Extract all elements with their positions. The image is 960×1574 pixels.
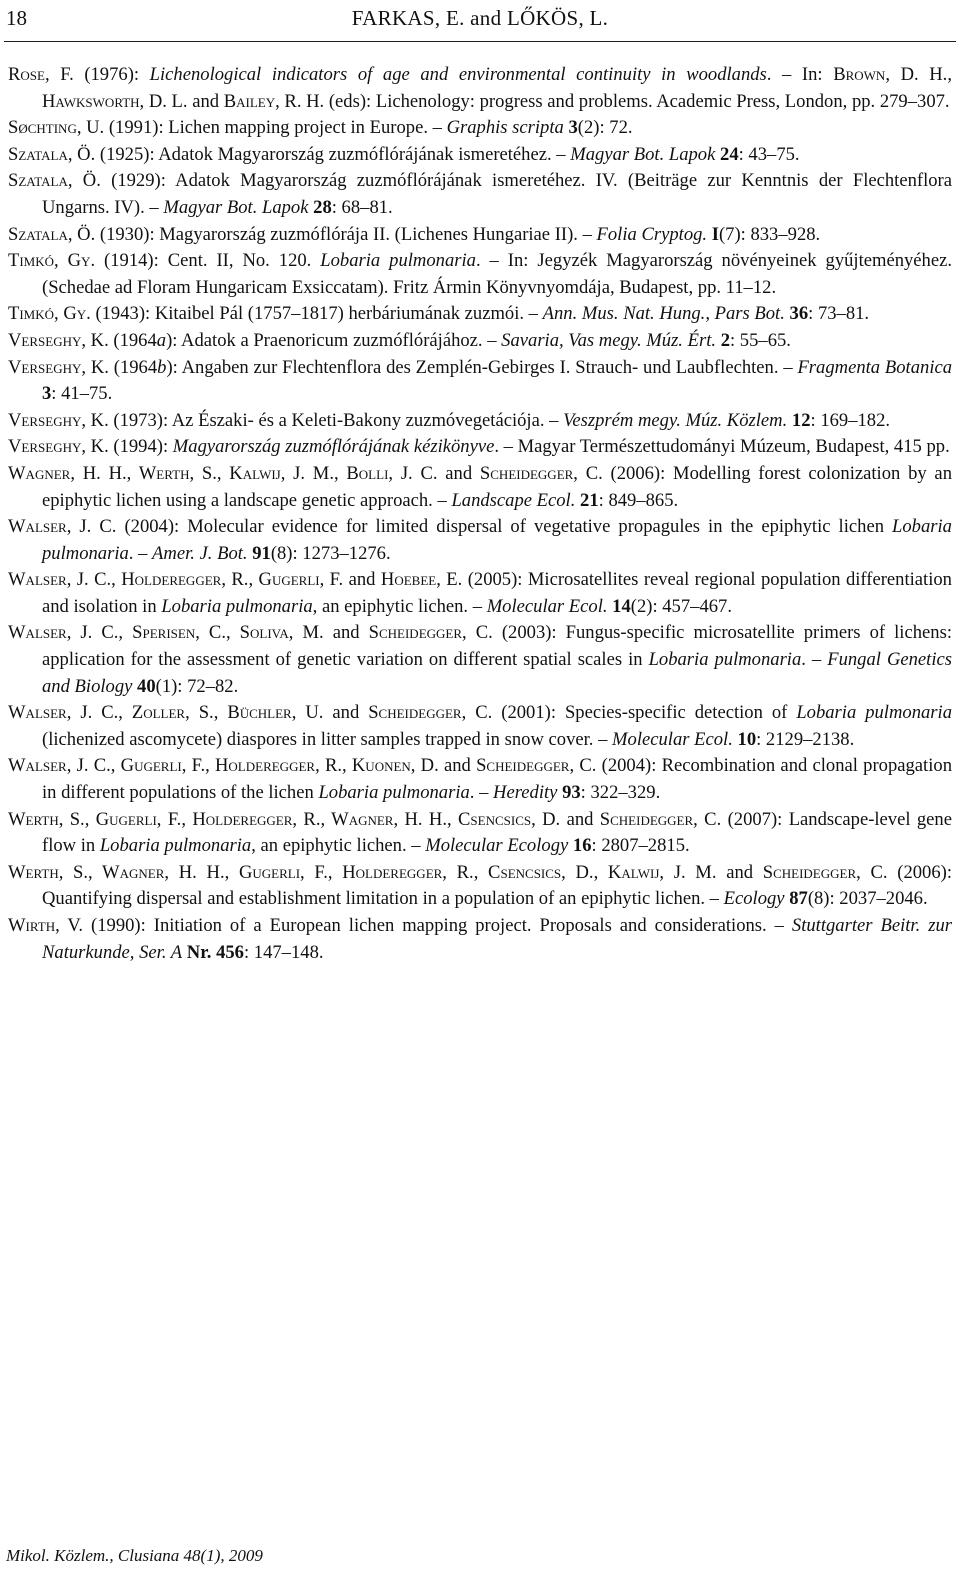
reference-authors: Werth, S., Gugerli, F., Holderegger, R., Wagner, H. H., Csencsics, D. <box>8 808 561 830</box>
reference-authors: Wirth, V. <box>8 915 84 936</box>
reference-authors: Hoebee, E. <box>380 569 463 591</box>
reference-text: : 2129–2138. <box>756 728 855 750</box>
reference-italic-text: Savaria, Vas megy. Múz. Ért. <box>501 329 717 351</box>
reference-italic-text: Lobaria pulmonaria <box>161 595 313 617</box>
reference-authors: Wagner, H. H., Werth, S., Kalwij, J. M., Bolli, J. C. <box>8 462 438 484</box>
reference-text: : 43–75. <box>738 143 800 165</box>
reference-text: (1929): Adatok Magyarország zuzmóflórájának ismeretéhez. IV. (Beiträge zur Kenntnis der Flechtenflora Ungarns. IV). – <box>42 170 952 218</box>
reference-text: (2004): Molecular evidence for limited dispersal of vegetative propagules in the epiphytic lichen <box>116 516 893 538</box>
running-title: FARKAS, E. and LŐKÖS, L. <box>351 6 609 30</box>
reference-authors: Walser, J. C., Sperisen, C., Soliva, M. <box>8 622 324 644</box>
reference-authors: Timkó, Gy. <box>8 250 96 272</box>
reference-authors: Scheidegger, C. <box>599 808 722 830</box>
reference-text: . – <box>469 782 494 804</box>
reference-italic-text: Lobaria pulmonaria <box>648 649 802 671</box>
reference-list <box>8 62 952 966</box>
reference-text: : 55–65. <box>729 329 791 351</box>
reference-text: (1914): Cent. II, No. 120. <box>95 250 321 272</box>
reference-entry <box>8 142 952 169</box>
reference-italic-text: Magyar Bot. Lapok <box>570 143 716 165</box>
reference-volume: 16 <box>572 835 592 857</box>
reference-authors: Brown, D. H., Hawksworth, D. L. <box>42 64 952 112</box>
reference-text: . – Magyar Természettudományi Múzeum, Budapest, 415 pp. <box>494 436 950 458</box>
reference-entry <box>8 753 952 806</box>
reference-authors: Walser, J. C., Holderegger, R., Gugerli, F. <box>8 569 344 591</box>
reference-text: (2003): Fungus-specific microsatellite primers of lichens: application for the assessment of genetic variation on different spatial scales in <box>42 622 952 671</box>
reference-text: : 322–329. <box>580 782 661 804</box>
reference-authors: Scheidegger, C. <box>479 462 603 484</box>
reference-volume: 28 <box>313 196 332 218</box>
reference-entry <box>8 514 952 567</box>
reference-text: , an epiphytic lichen. – <box>312 595 487 617</box>
reference-volume: 93 <box>562 782 581 804</box>
reference-italic-text: Molecular Ecol. <box>612 728 733 750</box>
reference-authors: Walser, J. C. <box>8 516 117 538</box>
reference-authors: Bailey, R. H. <box>223 90 325 112</box>
reference-authors: Szatala, Ö. <box>8 170 101 192</box>
reference-text: (1943): Kitaibel Pál (1757–1817) herbáriumának zuzmói. – <box>90 303 543 325</box>
reference-italic-text: Fragmenta Botanica <box>797 356 953 378</box>
reference-text: (1990): Initiation of a European lichen mapping project. Proposals and considerations. – <box>83 915 792 936</box>
reference-italic-text: Ecology <box>723 888 785 910</box>
page-number: 18 <box>6 6 27 30</box>
reference-authors: Scheidegger, C. <box>762 861 888 883</box>
reference-authors: Søchting, U. <box>8 117 105 139</box>
reference-text: (2007): Landscape-level gene flow in <box>42 808 952 857</box>
reference-text: . – In: <box>766 64 834 85</box>
reference-text: (2006): Quantifying dispersal and establishment limitation in a population of an epiphytic lichen. – <box>42 861 952 910</box>
reference-text: . – In: Jegyzék Magyarország növényeinek gyűjteményéhez. (Schedae ad Floram Hungaricam Exsiccatam). Fritz Ármin Könyvnyomdája, Budapest, pp. 11–12. <box>42 250 953 298</box>
reference-italic-text: Landscape Ecol. <box>451 489 576 511</box>
reference-italic-text: Molecular Ecology <box>425 835 569 857</box>
reference-text: (2001): Species-specific detection of <box>492 702 797 724</box>
reference-volume: Nr. 456 <box>186 941 244 963</box>
reference-text: and <box>716 861 763 883</box>
reference-entry <box>8 567 952 620</box>
reference-italic-text: Graphis scripta <box>446 117 564 139</box>
reference-text: (7): 833–928. <box>718 223 821 245</box>
reference-text: (1925): Adatok Magyarország zuzmóflórájának ismeretéhez. – <box>95 143 571 165</box>
reference-italic-text: Stuttgarter Beitr. zur Naturkunde, Ser. A <box>42 915 952 963</box>
reference-italic-text: Lobaria pulmonaria <box>318 782 470 804</box>
reference-italic-text: Lichenological indicators of age and environmental continuity in woodlands <box>149 64 767 85</box>
reference-volume: 2 <box>720 329 730 351</box>
reference-authors: Verseghy, K. <box>8 356 109 378</box>
page-header <box>0 0 960 44</box>
reference-text: : 68–81. <box>331 196 393 218</box>
reference-italic-text: Magyarország zuzmóflórájának kézikönyve <box>172 436 495 458</box>
reference-text: (2006): Modelling forest colonization by an epiphytic lichen using a landscape genetic approach. – <box>42 462 952 511</box>
reference-text: : 41–75. <box>51 383 113 405</box>
reference-entry <box>8 328 952 355</box>
reference-entry <box>8 408 952 435</box>
reference-text: (1930): Magyarország zuzmóflórája II. (Lichenes Hungariae II). – <box>95 223 597 245</box>
reference-entry <box>8 115 952 142</box>
reference-entry <box>8 62 952 115</box>
reference-authors: Verseghy, K. <box>8 409 109 431</box>
reference-authors: Scheidegger, C. <box>368 622 493 644</box>
reference-volume: 3 <box>42 383 52 405</box>
reference-entry <box>8 860 952 913</box>
reference-italic-text: Lobaria pulmonaria <box>42 516 952 564</box>
reference-text: (1994): <box>108 436 173 458</box>
reference-volume: I <box>711 223 719 245</box>
reference-italic-text: Lobaria pulmonaria <box>320 250 476 272</box>
reference-authors: Verseghy, K. <box>8 329 109 351</box>
reference-text: , an epiphytic lichen. – <box>251 835 426 857</box>
reference-authors: Walser, J. C., Zoller, S., Büchler, U. <box>8 702 324 724</box>
reference-text: (1): 72–82. <box>155 675 239 697</box>
reference-text: (lichenized ascomycete) diaspores in litter samples trapped in snow cover. – <box>42 728 613 750</box>
reference-volume: 3 <box>568 117 578 139</box>
reference-text: and <box>323 622 369 644</box>
reference-italic-text: Fungal Genetics and Biology <box>42 649 952 697</box>
reference-italic-text: a <box>156 329 167 351</box>
reference-text: (1991): Lichen mapping project in Europe. – <box>104 117 447 139</box>
reference-text: : 147–148. <box>243 941 324 963</box>
reference-italic-text: Veszprém megy. Múz. Közlem. <box>563 409 788 431</box>
reference-authors: Walser, J. C., Gugerli, F., Holderegger, R., Kuonen, D. <box>8 755 439 777</box>
reference-text: ): Adatok a Praenoricum zuzmóflórájához. – <box>166 329 502 351</box>
reference-italic-text: Lobaria pulmonaria <box>796 702 952 724</box>
reference-italic-text: Folia Cryptog. <box>596 223 708 245</box>
reference-italic-text: b <box>157 356 167 378</box>
reference-text: (2004): Recombination and clonal propagation in different populations of the lichen <box>42 755 952 804</box>
reference-authors: Szatala, Ö. <box>8 223 96 245</box>
reference-text: (8): 1273–1276. <box>270 542 391 564</box>
reference-italic-text: Amer. J. Bot. <box>152 542 248 564</box>
reference-authors: Szatala, Ö. <box>8 143 96 165</box>
reference-text: (2005): Microsatellites reveal regional population differentiation and isolation in <box>42 569 952 617</box>
reference-volume: 12 <box>791 409 811 431</box>
reference-authors: Scheidegger, C. <box>476 755 597 777</box>
reference-text: (1964 <box>108 356 158 378</box>
reference-text: . – <box>128 542 153 564</box>
reference-italic-text: Molecular Ecol. <box>486 595 608 617</box>
reference-volume: 87 <box>789 888 808 910</box>
reference-authors: Werth, S., Wagner, H. H., Gugerli, F., Holderegger, R., Csencsics, D., Kalwij, J. M. <box>8 861 717 883</box>
reference-volume: 10 <box>737 728 757 750</box>
reference-text: and <box>323 702 369 724</box>
reference-text: : 73–81. <box>808 303 870 325</box>
reference-text: and <box>560 808 600 830</box>
reference-authors: Timkó, Gy. <box>8 303 91 325</box>
reference-entry <box>8 913 952 966</box>
reference-volume: 21 <box>580 489 599 511</box>
reference-entry <box>8 807 952 860</box>
reference-italic-text: Lobaria pulmonaria <box>99 835 252 857</box>
reference-entry <box>8 434 952 461</box>
reference-text: (8): 2037–2046. <box>807 888 928 910</box>
reference-entry <box>8 168 952 221</box>
reference-text: and <box>187 90 224 112</box>
reference-text: (eds): Lichenology: progress and problems. Academic Press, London, pp. 279–307. <box>324 90 950 112</box>
reference-volume: 91 <box>252 542 271 564</box>
reference-text: : 169–182. <box>810 409 891 431</box>
reference-italic-text: Heredity <box>493 782 558 804</box>
reference-text: and <box>438 755 477 777</box>
reference-text: (1976): <box>73 64 150 85</box>
reference-volume: 14 <box>612 595 631 617</box>
reference-volume: 36 <box>789 303 809 325</box>
reference-authors: Scheidegger, C. <box>368 702 493 724</box>
reference-text: and <box>437 462 480 484</box>
reference-entry <box>8 461 952 514</box>
reference-entry <box>8 355 952 408</box>
reference-authors: Verseghy, K. <box>8 436 109 458</box>
reference-text: (1973): Az Északi- és a Keleti-Bakony zuzmóvegetációja. – <box>108 409 564 431</box>
reference-italic-text: Magyar Bot. Lapok <box>163 196 309 218</box>
reference-entry <box>8 301 952 328</box>
journal-citation-footer: Mikol. Közlem., Clusiana 48(1), 2009 <box>6 1546 263 1565</box>
reference-entry <box>8 248 952 301</box>
reference-entry <box>8 700 952 753</box>
reference-volume: 40 <box>137 675 156 697</box>
reference-text: (2): 72. <box>577 117 633 139</box>
reference-text: (1964 <box>108 329 157 351</box>
reference-entry <box>8 222 952 249</box>
reference-entry <box>8 620 952 700</box>
reference-authors: Rose, F. <box>8 64 74 85</box>
reference-text: : 849–865. <box>598 489 679 511</box>
reference-text: . – <box>801 649 828 671</box>
header-rule <box>4 41 956 42</box>
reference-text: ): Angaben zur Flechtenflora des Zemplén-Gebirges I. Strauch- und Laubflechten. – <box>166 356 798 378</box>
reference-volume: 24 <box>720 143 739 165</box>
reference-text: and <box>343 569 381 591</box>
reference-italic-text: Ann. Mus. Nat. Hung., Pars Bot. <box>542 303 785 325</box>
reference-text: : 2807–2815. <box>591 835 690 857</box>
reference-text: (2): 457–467. <box>630 595 732 617</box>
